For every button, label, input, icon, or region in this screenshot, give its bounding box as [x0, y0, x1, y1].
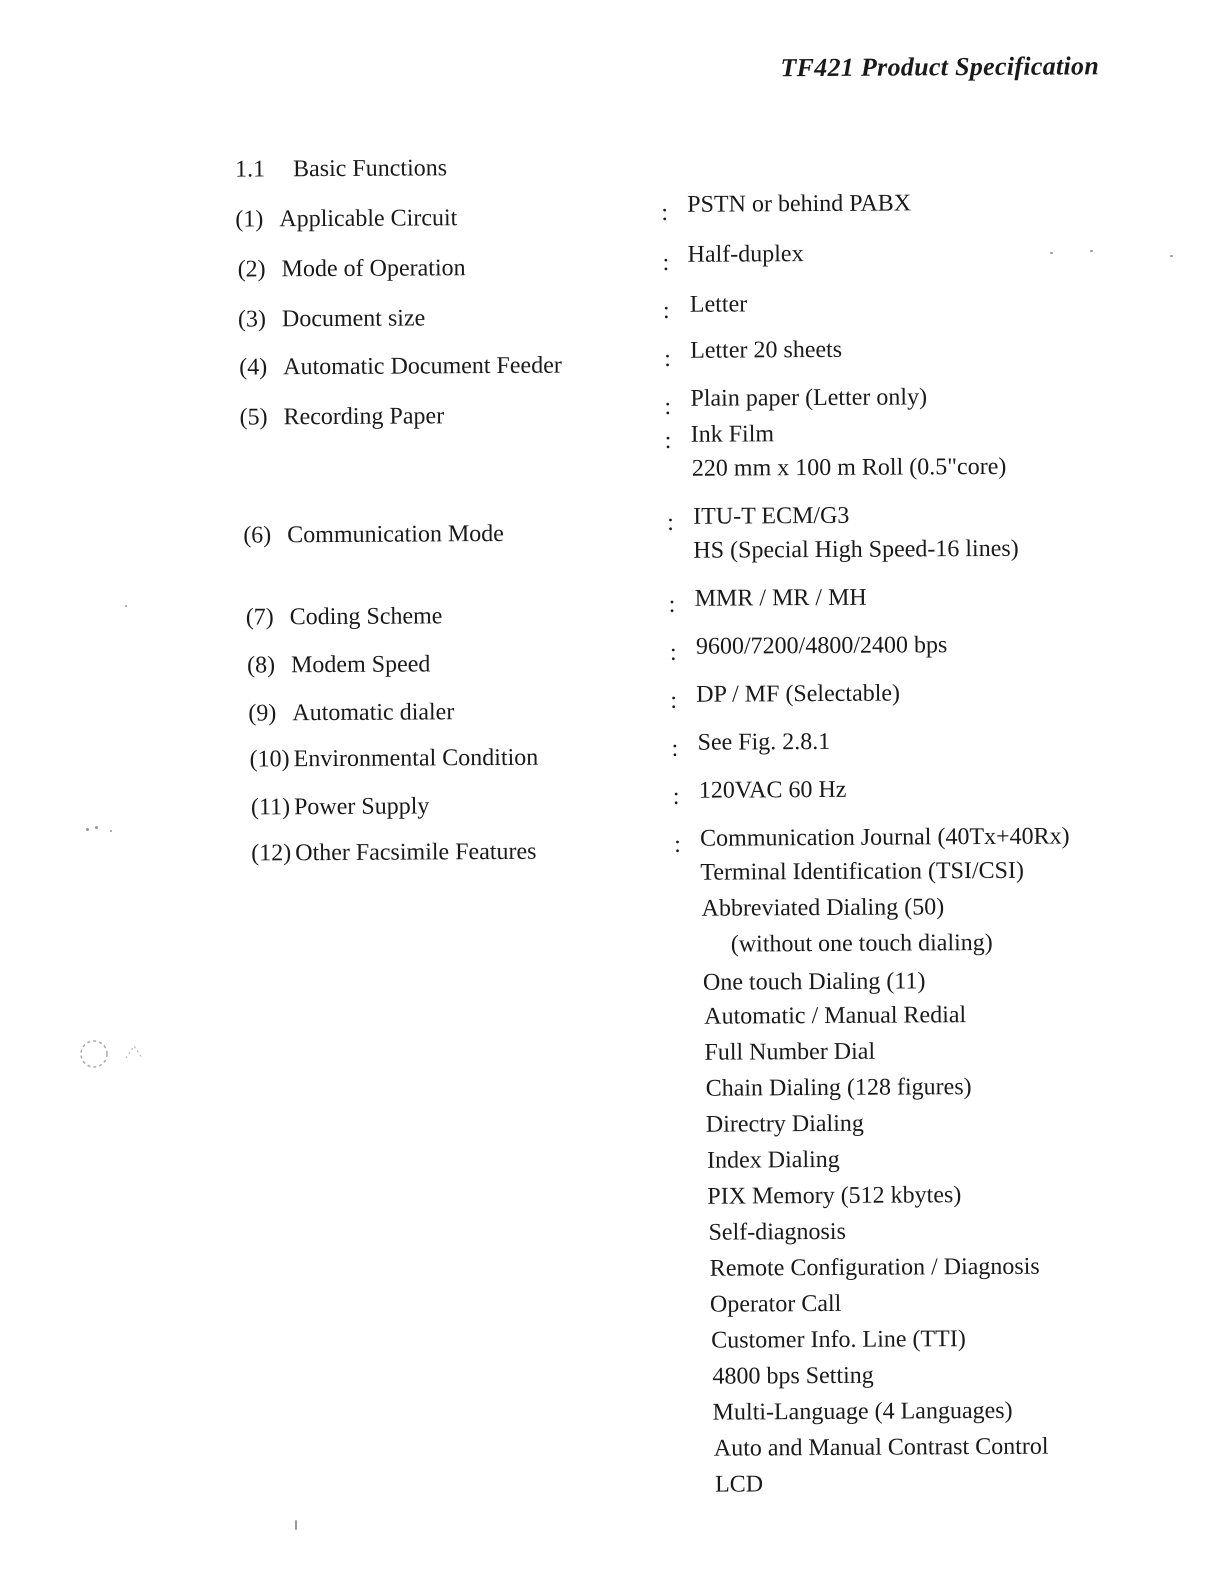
- row-value: PSTN or behind PABX: [687, 190, 912, 218]
- feature-item: Directry Dialing: [705, 1110, 864, 1138]
- spec-row-3: [238, 305, 425, 333]
- colon: :: [662, 297, 670, 324]
- row-number: (2): [237, 256, 266, 283]
- row-value: See Fig. 2.8.1: [697, 728, 831, 756]
- row-number: (6): [243, 522, 272, 549]
- spec-row-10: [250, 745, 539, 774]
- scan-speck: [110, 830, 112, 832]
- row-value: 220 mm x 100 m Roll (0.5"core): [691, 453, 1007, 482]
- row-number: (9): [248, 700, 277, 727]
- feature-item: 4800 bps Setting: [712, 1362, 874, 1390]
- row-label: Applicable Circuit: [279, 205, 458, 233]
- feature-item: Index Dialing: [707, 1146, 840, 1174]
- row-number: (11): [250, 794, 291, 821]
- feature-item: Abbreviated Dialing (50): [701, 894, 945, 922]
- spec-row-7: [246, 603, 443, 631]
- row-value: Communication Journal (40Tx+40Rx): [700, 823, 1070, 852]
- feature-item: One touch Dialing (11): [702, 968, 926, 996]
- row-value: Ink Film: [690, 421, 775, 448]
- row-label: Document size: [281, 305, 426, 333]
- row-value: HS (Special High Speed-16 lines): [693, 535, 1019, 564]
- feature-item: Multi-Language (4 Languages): [712, 1397, 1013, 1426]
- colon: :: [669, 639, 677, 666]
- row-value: Half-duplex: [687, 241, 804, 268]
- spec-row-1: [235, 205, 457, 233]
- row-value: Letter: [689, 291, 748, 318]
- colon: :: [667, 509, 674, 536]
- row-label: Mode of Operation: [281, 255, 466, 283]
- colon: :: [664, 345, 671, 372]
- scan-speck: [125, 605, 127, 607]
- row-number: (8): [246, 652, 276, 679]
- row-value: Plain paper (Letter only): [690, 384, 928, 412]
- row-label: Communication Mode: [287, 520, 504, 549]
- colon: :: [670, 687, 678, 714]
- row-number: (4): [239, 354, 268, 381]
- section-title: Basic Functions: [292, 155, 448, 183]
- feature-item: Customer Info. Line (TTI): [711, 1326, 966, 1354]
- colon: :: [672, 783, 680, 810]
- spec-row-2: [238, 255, 466, 283]
- row-value: ITU-T ECM/G3: [693, 502, 850, 530]
- section-number: 1.1: [234, 156, 266, 183]
- feature-item: PIX Memory (512 kbytes): [707, 1182, 962, 1210]
- scan-speck: [1090, 250, 1093, 252]
- feature-item: (without one touch dialing): [730, 929, 993, 958]
- row-label: Other Facsimile Features: [295, 838, 537, 867]
- feature-item: Operator Call: [709, 1290, 842, 1318]
- feature-item: Auto and Manual Contrast Control: [713, 1433, 1049, 1462]
- row-number: (10): [249, 746, 290, 773]
- row-label: Power Supply: [293, 793, 430, 821]
- row-number: (5): [239, 404, 268, 431]
- row-value: 9600/7200/4800/2400 bps: [695, 632, 948, 660]
- colon: :: [662, 249, 670, 276]
- feature-item: Chain Dialing (128 figures): [705, 1074, 972, 1102]
- row-number: (7): [245, 604, 274, 631]
- feature-item: Automatic / Manual Redial: [704, 1002, 967, 1030]
- colon: :: [664, 393, 672, 420]
- row-label: Environmental Condition: [293, 744, 539, 773]
- spec-row-4: [239, 353, 562, 382]
- feature-item: LCD: [715, 1471, 764, 1498]
- scan-speck: [1170, 255, 1173, 257]
- scan-speck: [86, 828, 89, 831]
- colon: :: [671, 735, 679, 762]
- row-value: Letter 20 sheets: [690, 336, 843, 364]
- spec-row-6: [243, 521, 504, 550]
- feature-item: Full Number Dial: [704, 1038, 876, 1066]
- spec-row-11: [251, 793, 430, 821]
- feature-item: Terminal Identification (TSI/CSI): [700, 857, 1024, 886]
- row-label: Modem Speed: [290, 651, 431, 679]
- row-number: (3): [237, 306, 267, 333]
- row-label: Coding Scheme: [289, 603, 443, 631]
- scan-speck: [95, 826, 98, 829]
- colon: :: [661, 199, 669, 226]
- colon: :: [674, 831, 681, 858]
- feature-item: Self-diagnosis: [708, 1218, 846, 1246]
- spec-row-12: [251, 839, 536, 868]
- feature-item: Remote Configuration / Diagnosis: [709, 1253, 1040, 1282]
- row-label: Automatic dialer: [292, 699, 455, 727]
- colon: :: [668, 591, 676, 618]
- row-label: Recording Paper: [283, 403, 445, 431]
- scan-artifact-icon: [76, 1036, 166, 1072]
- spec-row-9: [248, 699, 454, 727]
- row-value: MMR / MR / MH: [694, 584, 867, 612]
- section-heading: [235, 155, 447, 183]
- scan-speck: [1050, 252, 1053, 254]
- row-label: Automatic Document Feeder: [283, 352, 562, 381]
- spec-row-5: [239, 403, 444, 431]
- row-value: 120VAC 60 Hz: [698, 776, 847, 804]
- row-number: (1): [235, 206, 264, 233]
- row-value: DP / MF (Selectable): [696, 680, 901, 708]
- spec-row-8: [247, 651, 430, 679]
- page-header-title: TF421 Product Specification: [780, 51, 1100, 83]
- colon: :: [664, 427, 672, 454]
- row-number: (12): [251, 840, 292, 867]
- scan-speck: [295, 1520, 297, 1530]
